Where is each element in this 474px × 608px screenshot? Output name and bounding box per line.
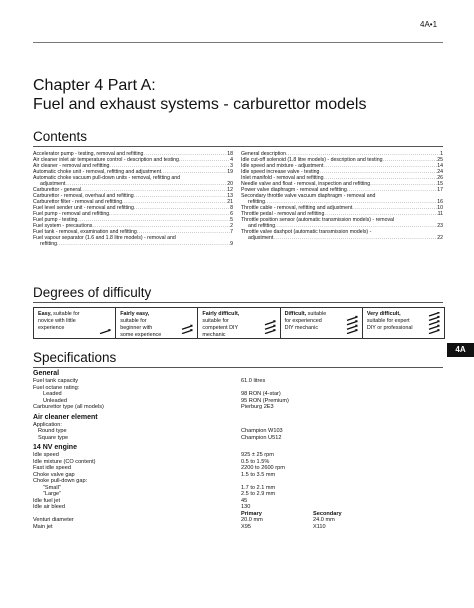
difficulty-rule: [33, 302, 443, 303]
difficulty-text: [367, 311, 413, 332]
spec-label: Venturi diameter: [33, 517, 74, 523]
spec-value-secondary: 24.0 mm: [313, 517, 335, 523]
difficulty-description: suitable for novice with little experience: [38, 311, 80, 331]
spec-value: 1.5 to 3.5 mm: [241, 471, 276, 478]
contents-right-column: [241, 151, 443, 241]
spanner-glyph: [265, 329, 276, 334]
top-rule: [33, 42, 443, 43]
spec-label: Square type: [38, 434, 69, 441]
contents-entry-title: Accelerator pump - testing, removal and refitting: [33, 151, 144, 157]
spec-label: Fuel tank capacity: [33, 378, 79, 384]
spec-value: 98 RON (4-star): [241, 391, 281, 397]
difficulty-table: [33, 307, 445, 339]
contents-page-number: 5: [230, 217, 233, 223]
spec-section-heading: General: [33, 370, 60, 377]
specifications-heading: Specifications: [33, 350, 117, 365]
spec-label: Choke pull-down gap:: [33, 478, 88, 484]
difficulty-heading: Degrees of difficulty: [33, 285, 152, 300]
difficulty-text: [285, 311, 331, 332]
difficulty-text: [202, 311, 248, 339]
contents-entry-title: refitting: [40, 241, 58, 247]
contents-page-number: 22: [437, 235, 443, 241]
difficulty-level: Fairly easy,: [120, 311, 150, 317]
spec-value-secondary: Secondary: [313, 510, 342, 517]
contents-entry-title: Throttle position sensor (automatic transmission models) - removal: [241, 217, 395, 223]
contents-page-number: 14: [437, 163, 443, 169]
spanner-glyph: [429, 325, 440, 330]
spec-value: 0.5 to 1.5%: [241, 458, 270, 465]
contents-page-number: 25: [437, 157, 443, 163]
spanner-glyph: [429, 312, 440, 316]
contents-page-number: 8: [230, 205, 233, 211]
contents-entry-title: Throttle cable - removal, refitting and adjustment: [241, 205, 353, 211]
three-spanners-icon: [263, 312, 277, 334]
contents-entry-title: Carburettor - general: [33, 187, 82, 193]
contents-entry-title: General description: [241, 151, 286, 157]
difficulty-cell: [363, 308, 444, 338]
spanner-glyph: [347, 320, 358, 325]
contents-entry: [241, 235, 443, 241]
contents-page-number: 18: [227, 151, 233, 157]
contents-page-number: 17: [437, 187, 443, 193]
contents-page-number: 21: [227, 199, 233, 205]
contents-entry-title: Secondary throttle valve vacuum diaphragm - removal and: [241, 193, 376, 199]
spec-label: Round type: [38, 428, 67, 434]
contents-entry-title: Air cleaner - removal and refitting: [33, 163, 110, 169]
spec-row: [33, 404, 443, 411]
chapter-subtitle: Fuel and exhaust systems - carburettor models: [33, 96, 367, 113]
spec-label: Application:: [33, 421, 62, 428]
spec-row: [33, 524, 443, 531]
contents-entry-title: Throttle valve dashpot (automatic transmission models) -: [241, 229, 372, 235]
dot-leader: [273, 235, 437, 241]
spec-label: Fast idle speed: [33, 465, 71, 471]
contents-entry-title: refitting: [248, 199, 266, 205]
contents-page-number: 15: [437, 181, 443, 187]
specifications-rule: [33, 367, 443, 368]
contents-page-number: 20: [227, 181, 233, 187]
spec-label: Idle mixture (CO content): [33, 458, 96, 465]
spanner-glyph: [182, 325, 193, 330]
contents-page-number: 23: [437, 223, 443, 229]
spec-value: 925 ± 25 rpm: [241, 452, 274, 458]
difficulty-cell: [281, 308, 363, 338]
contents-page-number: 10: [437, 205, 443, 211]
difficulty-cell: [198, 308, 280, 338]
difficulty-description: suitable for expert DIY or professional: [366, 318, 413, 331]
contents-page-number: 26: [437, 175, 443, 181]
contents-heading: Contents: [33, 129, 88, 144]
contents-entry-title: Idle cut-off solenoid (1.8 litre models) - description and testing: [241, 157, 383, 163]
contents-entry-title: adjustment: [40, 181, 66, 187]
contents-page-number: 7: [230, 229, 233, 235]
contents-entry-title: Idle speed increase valve - testing: [241, 169, 320, 175]
dot-leader: [57, 241, 230, 247]
spanner-glyph: [429, 316, 440, 321]
contents-rule: [33, 146, 443, 147]
spec-value-secondary: X110: [313, 523, 326, 530]
spec-value: 1.7 to 2.1 mm: [241, 484, 276, 491]
contents-entry-title: Inlet manifold - removal and refitting: [241, 175, 324, 181]
spec-label: Leaded: [43, 391, 62, 397]
contents-entry-title: Air cleaner inlet air temperature control - description and testing: [33, 157, 179, 163]
spec-value: 61.0 litres: [241, 378, 266, 384]
spec-label: Idle fuel jet: [33, 497, 61, 504]
spec-section-heading: Air cleaner element: [33, 413, 98, 421]
contents-entry-title: Fuel system - precautions: [33, 223, 93, 229]
contents-page-number: 19: [227, 169, 233, 175]
contents-left-column: [33, 151, 233, 247]
contents-entry-title: Needle valve and float - removal, inspection and refitting: [241, 181, 371, 187]
contents-entry-title: Fuel pump - removal and refitting: [33, 211, 110, 217]
difficulty-description: suitable for experienced DIY mechanic: [284, 311, 327, 331]
five-spanners-icon: [427, 312, 441, 334]
spec-value: Champion W103: [241, 428, 283, 434]
spec-value: Primary: [241, 510, 262, 517]
spec-label: “Large”: [43, 491, 62, 497]
spec-value: 45: [241, 497, 248, 504]
difficulty-cell: [34, 308, 116, 338]
page-number: 4A•1: [420, 20, 438, 29]
spanner-glyph: [347, 325, 358, 330]
spanner-glyph: [429, 329, 440, 334]
contents-page-number: 4: [230, 157, 233, 163]
difficulty-text: [120, 311, 166, 339]
difficulty-cell: [116, 308, 198, 338]
difficulty-description: suitable for beginner with some experience: [120, 318, 162, 338]
difficulty-level: Easy,: [38, 311, 52, 317]
spec-label: Main jet: [33, 523, 53, 530]
contents-entry-title: Throttle pedal - removal and refitting: [241, 211, 325, 217]
contents-entry-title: Fuel level sender unit - removal and refitting: [33, 205, 134, 211]
spec-row: [33, 435, 443, 442]
contents-entry-title: Automatic choke vacuum pull-down units - removal, refitting and: [33, 175, 181, 181]
contents-entry-title: Fuel tank - removal, examination and refitting: [33, 229, 137, 235]
section-tab: 4A: [447, 343, 474, 357]
spec-value: 20.0 mm: [241, 517, 263, 523]
spec-value: 130: [241, 504, 251, 510]
contents-entry-title: adjustment: [248, 235, 274, 241]
difficulty-level: Very difficult,: [366, 311, 401, 317]
contents-entry-title: Carburettor filter - removal and refitting: [33, 199, 123, 205]
chapter-title: Chapter 4 Part A:: [33, 77, 156, 94]
spanner-glyph: [265, 320, 276, 325]
spanner-glyph: [429, 320, 440, 325]
spanner-glyph: [182, 329, 193, 334]
one-spanner-icon: [98, 312, 112, 334]
contents-entry-title: Carburettor - removal, overhaul and refitting: [33, 193, 134, 199]
spec-section-heading: 14 NV engine: [33, 444, 77, 451]
spanner-glyph: [347, 329, 358, 334]
spec-value: X95: [241, 523, 251, 530]
contents-entry-title: Fuel vapour separator (1.6 and 1.8 litre models) - removal and: [33, 235, 176, 241]
four-spanners-icon: [345, 312, 359, 334]
contents-page-number: 13: [227, 193, 233, 199]
spanner-glyph: [265, 325, 276, 330]
contents-entry: [33, 241, 233, 247]
spec-value: Champion U512: [241, 434, 282, 441]
difficulty-level: Difficult,: [284, 311, 307, 317]
spec-value: 95 RON (Premium): [241, 397, 289, 404]
difficulty-text: [38, 311, 84, 332]
contents-page-number: 1: [440, 151, 443, 157]
spec-label: Choke valve gap: [33, 471, 75, 478]
contents-page-number: 3: [230, 163, 233, 169]
contents-page-number: 11: [437, 211, 443, 217]
contents-entry-title: Fuel pump - testing: [33, 217, 78, 223]
contents-entry-title: Automatic choke unit - removal, refitting and adjustment: [33, 169, 162, 175]
spec-value: 2.5 to 2.9 mm: [241, 491, 276, 497]
spec-label: Fuel octane rating:: [33, 384, 80, 391]
contents-page-number: 9: [230, 241, 233, 247]
spec-label: “Small”: [43, 484, 61, 491]
difficulty-level: Fairly difficult,: [202, 311, 240, 317]
spec-label: Idle air bleed: [33, 504, 66, 510]
contents-entry-title: and refitting: [248, 223, 276, 229]
contents-page-number: 2: [230, 223, 233, 229]
contents-entry-title: Idle speed and mixture - adjustment: [241, 163, 324, 169]
contents-page-number: 16: [437, 199, 443, 205]
contents-page-number: 24: [437, 169, 443, 175]
spec-label: Carburettor type (all models): [33, 404, 104, 410]
difficulty-description: suitable for competent DIY mechanic: [202, 318, 238, 338]
contents-page-number: 12: [227, 187, 233, 193]
spec-label: Idle speed: [33, 452, 59, 458]
spec-value: Pierburg 2E3: [241, 404, 274, 410]
spec-label: Unleaded: [43, 397, 67, 404]
specifications-table: [33, 370, 443, 530]
spanner-glyph: [100, 329, 111, 334]
spec-value: 2200 to 2600 rpm: [241, 465, 285, 471]
two-spanners-icon: [180, 312, 194, 334]
contents-page-number: 6: [230, 211, 233, 217]
spanner-glyph: [347, 316, 358, 321]
contents-entry-title: Power valve diaphragm - removal and refitting: [241, 187, 347, 193]
